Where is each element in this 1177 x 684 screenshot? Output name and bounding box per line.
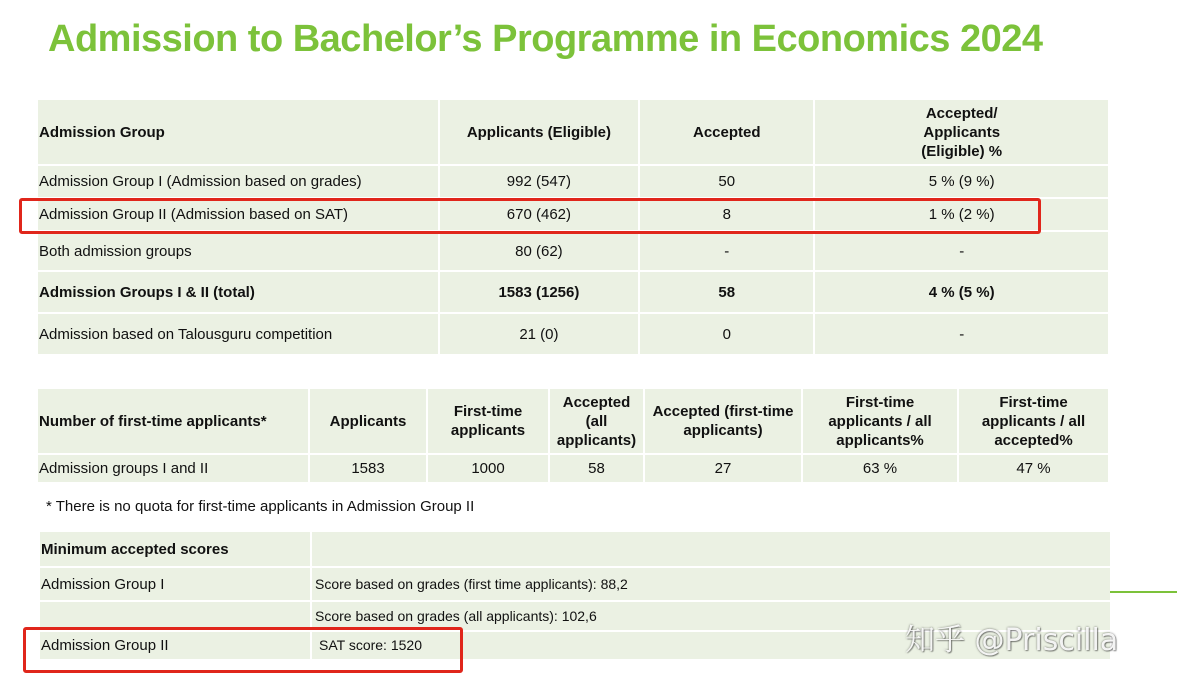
table-row [37,231,1109,271]
admission-table [36,98,1110,356]
column-header: Applicants (Eligible) [439,99,639,165]
table-cell: - [814,231,1109,271]
table-cell: 0 [639,313,814,355]
table-cell: 80 (62) [439,231,639,271]
table-cell: Score based on grades (all applicants): 102,6 [311,601,1111,631]
table-cell: 1000 [427,454,549,483]
table-cell: 1583 [309,454,427,483]
column-header: Applicants [309,388,427,454]
table-header-row [37,99,1109,165]
table-cell: Score based on grades (first time applicants): 88,2 [311,567,1111,601]
table-header-row [37,388,1109,454]
table-cell: 1583 (1256) [439,271,639,313]
table-cell: 21 (0) [439,313,639,355]
table-row [37,165,1109,198]
column-header: First-time applicants / all accepted% [958,388,1109,454]
table-cell: Admission based on Talousguru competition [37,313,439,355]
table-cell: Admission Groups I & II (total) [37,271,439,313]
footnote: * There is no quota for first-time applicants in Admission Group II [46,498,475,515]
column-header: Accepted [639,99,814,165]
table-cell-empty [311,531,1111,567]
table-cell-empty [39,601,311,631]
page-title: Admission to Bachelor’s Programme in Economics 2024 [48,18,1043,60]
table-header-row [39,531,1111,567]
column-header: Accepted/ Applicants (Eligible) % [814,99,1109,165]
table-cell: 4 % (5 %) [814,271,1109,313]
table-cell: Both admission groups [37,231,439,271]
table-cell: Admission groups I and II [37,454,309,483]
table-cell: Admission Group II (Admission based on SAT) [37,198,439,231]
table-row-total [37,271,1109,313]
table-row [37,313,1109,355]
column-header: Accepted (first-time applicants) [644,388,802,454]
column-header: Accepted (all applicants) [549,388,644,454]
column-header: Admission Group [37,99,439,165]
table-cell: Admission Group I [39,567,311,601]
table-cell: 1 % (2 %) [814,198,1109,231]
table-cell: 8 [639,198,814,231]
table-cell: - [639,231,814,271]
table-cell: 63 % [802,454,958,483]
column-header: First-time applicants / all applicants% [802,388,958,454]
table-cell: 50 [639,165,814,198]
column-header: Minimum accepted scores [39,531,311,567]
first-time-applicants-table [36,387,1110,484]
table-cell: Admission Group I (Admission based on grades) [37,165,439,198]
table-cell: - [814,313,1109,355]
table-row [37,198,1109,231]
sat-score: SAT score: 1520 [319,637,422,653]
table-row [37,454,1109,483]
column-header: Number of first-time applicants* [37,388,309,454]
table-cell: 47 % [958,454,1109,483]
decorative-line [1110,591,1177,593]
table-cell: 27 [644,454,802,483]
table-cell: 58 [549,454,644,483]
table-cell: 992 (547) [439,165,639,198]
table-cell: 5 % (9 %) [814,165,1109,198]
watermark: 知乎 @Priscilla [905,623,1119,658]
table-cell: Admission Group II [39,631,311,660]
table-row [39,567,1111,601]
column-header: First-time applicants [427,388,549,454]
table-cell: 58 [639,271,814,313]
table-cell: 670 (462) [439,198,639,231]
